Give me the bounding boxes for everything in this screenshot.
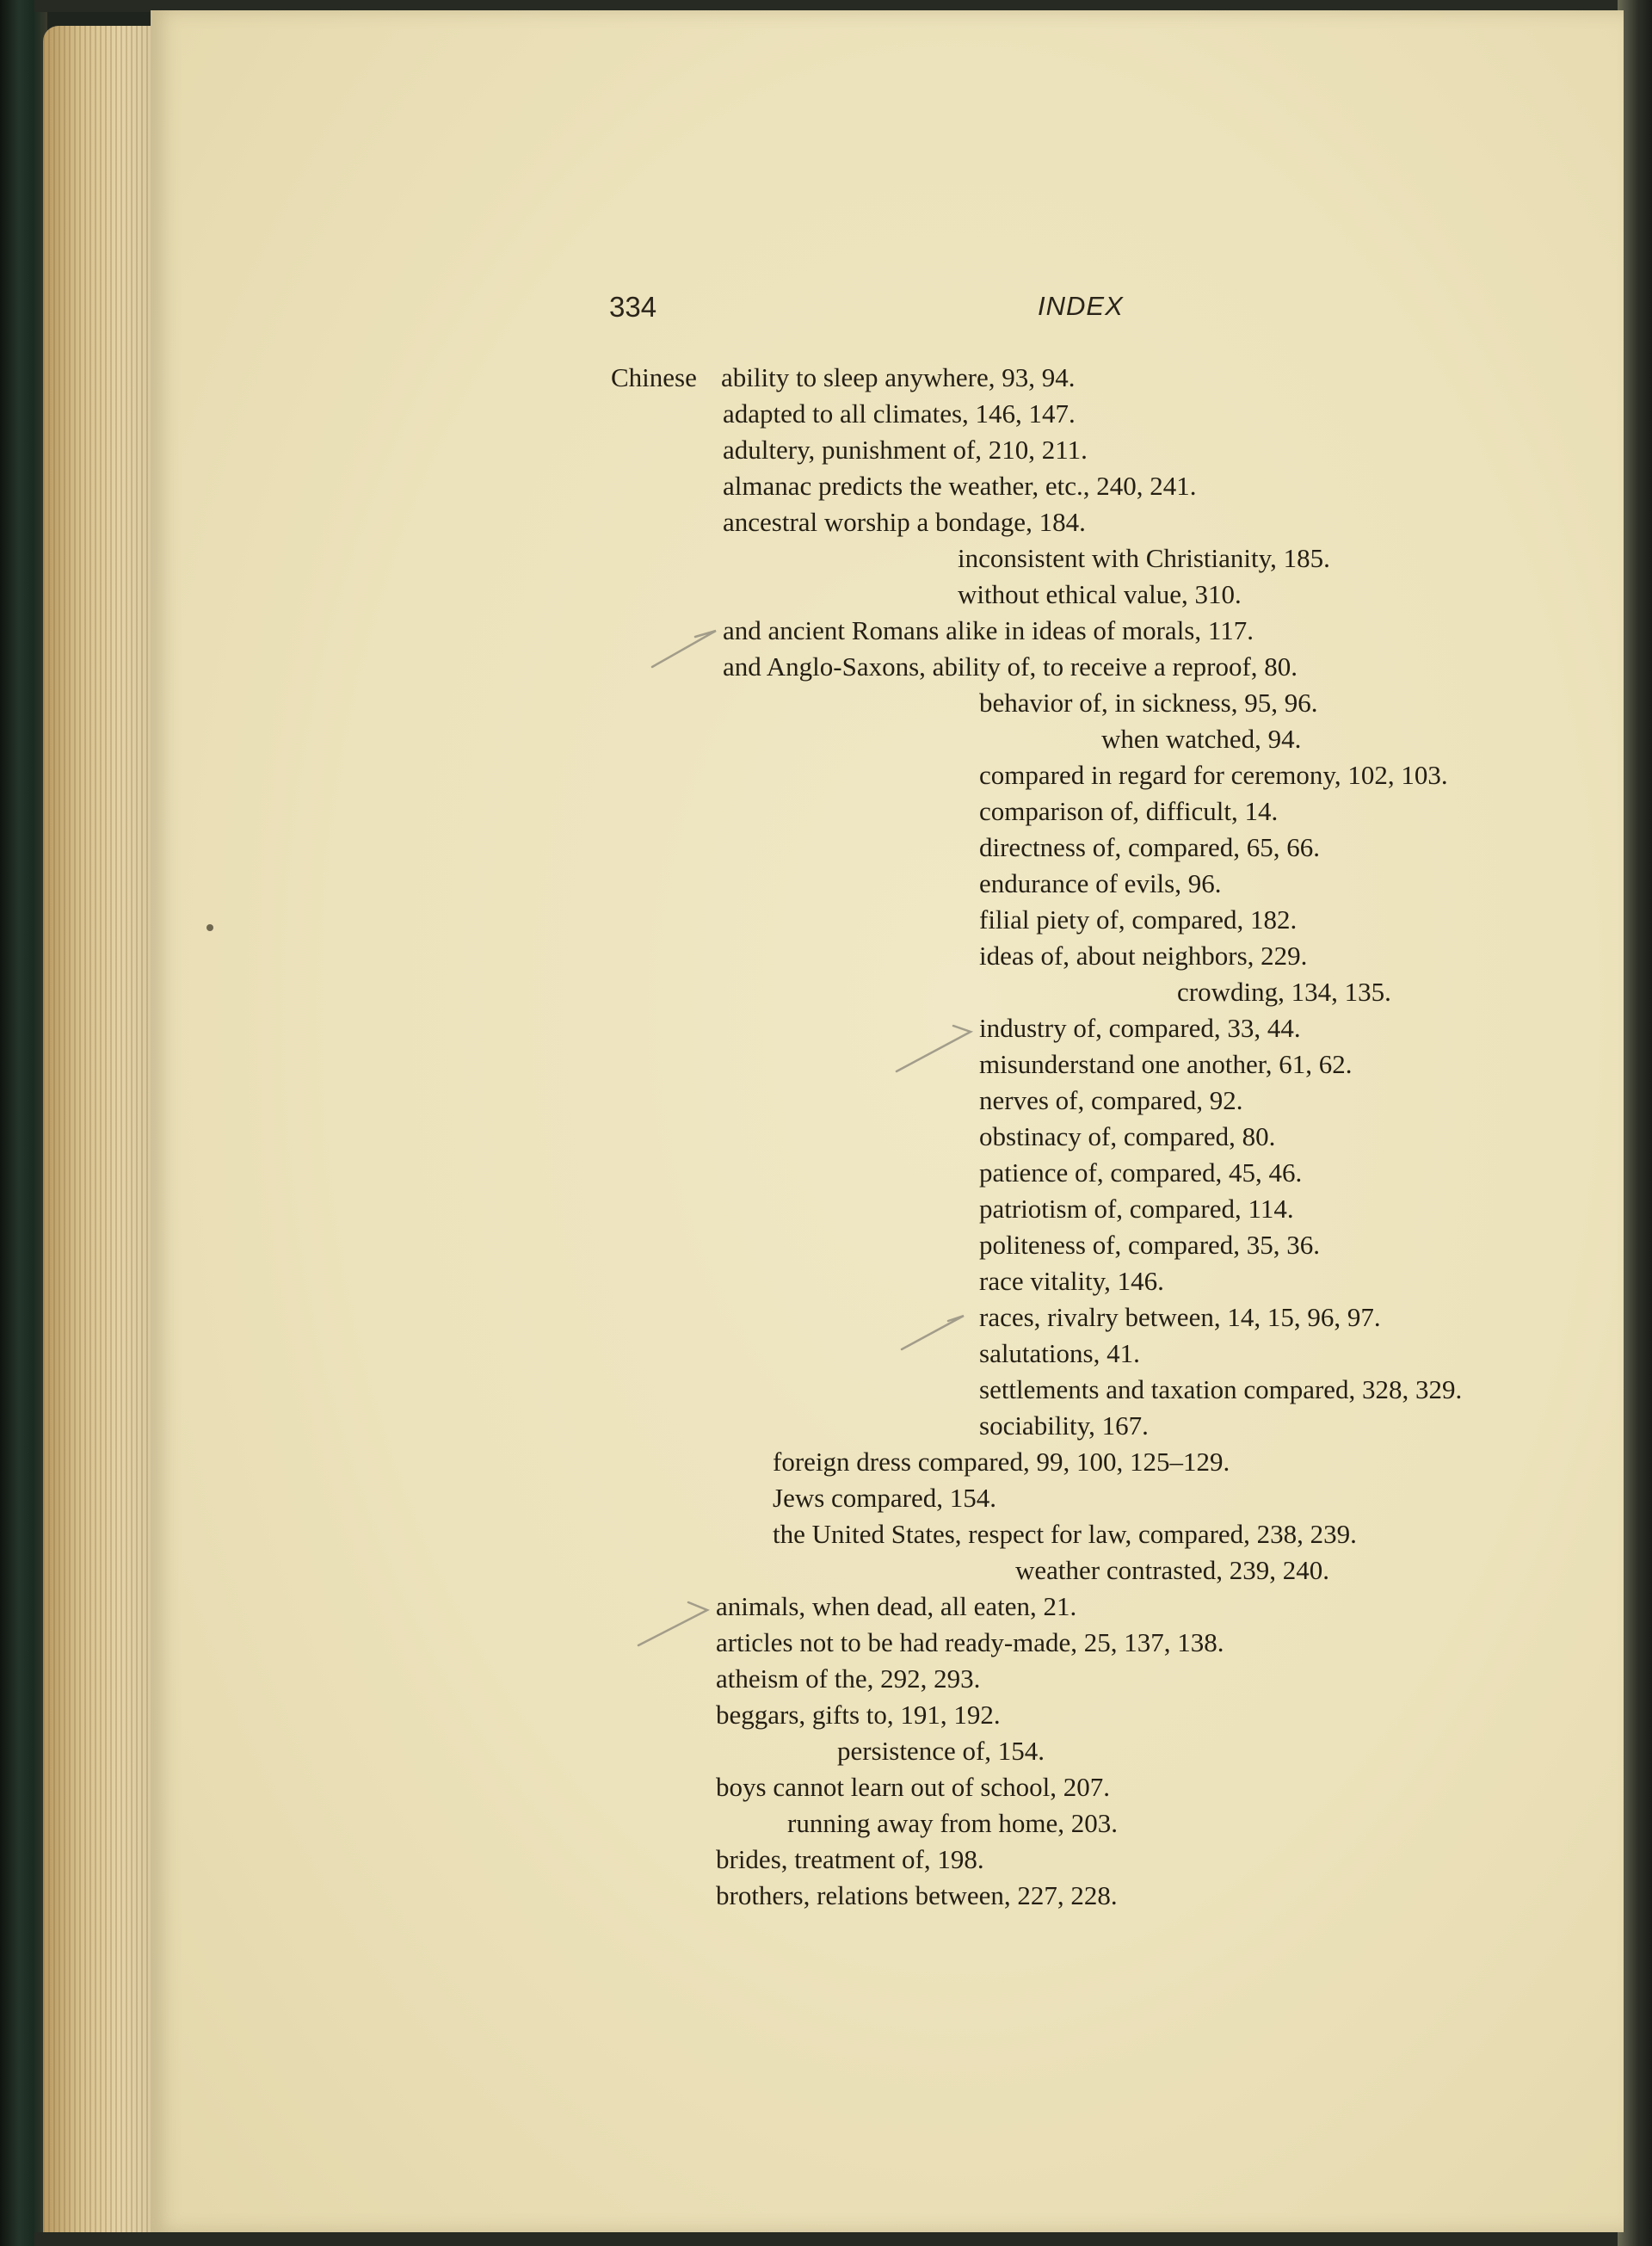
index-entry: beggars, gifts to, 191, 192.: [716, 1700, 1001, 1730]
index-entry: without ethical value, 310.: [958, 579, 1242, 609]
index-entry: foreign dress compared, 99, 100, 125–129.: [773, 1447, 1230, 1477]
running-head: INDEX: [1038, 291, 1124, 321]
index-entry: patience of, compared, 45, 46.: [979, 1157, 1303, 1188]
index-entry: brothers, relations between, 227, 228.: [716, 1880, 1118, 1910]
index-entry: articles not to be had ready-made, 25, 137, 138.: [716, 1627, 1224, 1657]
index-entry: salutations, 41.: [979, 1338, 1140, 1368]
index-entry: endurance of evils, 96.: [979, 868, 1222, 898]
index-entry: atheism of the, 292, 293.: [716, 1663, 981, 1694]
index-entry: ideas of, about neighbors, 229.: [979, 941, 1308, 971]
index-entry: patriotism of, compared, 114.: [979, 1194, 1294, 1224]
index-entry: the United States, respect for law, compared, 238, 239.: [773, 1519, 1357, 1549]
pencil-mark-icon: [652, 631, 716, 667]
index-entry: boys cannot learn out of school, 207.: [716, 1772, 1111, 1802]
page-number: 334: [609, 291, 657, 323]
index-entry: running away from home, 203.: [787, 1808, 1118, 1838]
pencil-mark-icon: [897, 1026, 971, 1071]
index-entry: compared in regard for ceremony, 102, 103.: [979, 760, 1448, 790]
ink-spot-icon: [206, 924, 213, 931]
pencil-mark-icon: [902, 1316, 964, 1349]
index-entry: races, rivalry between, 14, 15, 96, 97.: [979, 1302, 1381, 1332]
index-entry: persistence of, 154.: [837, 1736, 1045, 1766]
index-entry: and Anglo-Saxons, ability of, to receive a reproof, 80.: [723, 651, 1298, 682]
index-entry: ability to sleep anywhere, 93, 94.: [721, 362, 1076, 392]
index-entry: comparison of, difficult, 14.: [979, 796, 1279, 826]
index-entry: politeness of, compared, 35, 36.: [979, 1230, 1321, 1260]
index-entry: nerves of, compared, 92.: [979, 1085, 1243, 1115]
index-entry: ancestral worship a bondage, 184.: [723, 507, 1086, 537]
index-entry: animals, when dead, all eaten, 21.: [716, 1591, 1077, 1621]
index-entry: adultery, punishment of, 210, 211.: [723, 435, 1088, 465]
index-entry: behavior of, in sickness, 95, 96.: [979, 688, 1318, 718]
index-entry: settlements and taxation compared, 328, 329.: [979, 1374, 1463, 1404]
index-entry: directness of, compared, 65, 66.: [979, 832, 1320, 862]
index-main-heading: Chinese: [611, 362, 697, 392]
index-entry: filial piety of, compared, 182.: [979, 904, 1298, 935]
index-entry: adapted to all climates, 146, 147.: [723, 398, 1076, 429]
index-entry: weather contrasted, 239, 240.: [1015, 1555, 1329, 1585]
index-entry: race vitality, 146.: [979, 1266, 1164, 1296]
index-entry: sociability, 167.: [979, 1410, 1149, 1441]
index-entry: industry of, compared, 33, 44.: [979, 1013, 1301, 1043]
index-entry: crowding, 134, 135.: [1177, 977, 1391, 1007]
index-entry: obstinacy of, compared, 80.: [979, 1121, 1276, 1151]
pencil-mark-icon: [638, 1602, 707, 1645]
index-entry: almanac predicts the weather, etc., 240, 241.: [723, 471, 1197, 501]
index-entry: when watched, 94.: [1101, 724, 1302, 754]
index-entry: brides, treatment of, 198.: [716, 1844, 984, 1874]
index-entry: misunderstand one another, 61, 62.: [979, 1049, 1353, 1079]
index-entry: Jews compared, 154.: [773, 1483, 996, 1513]
index-entry: inconsistent with Christianity, 185.: [958, 543, 1330, 573]
index-entry: and ancient Romans alike in ideas of morals, 117.: [723, 615, 1254, 645]
